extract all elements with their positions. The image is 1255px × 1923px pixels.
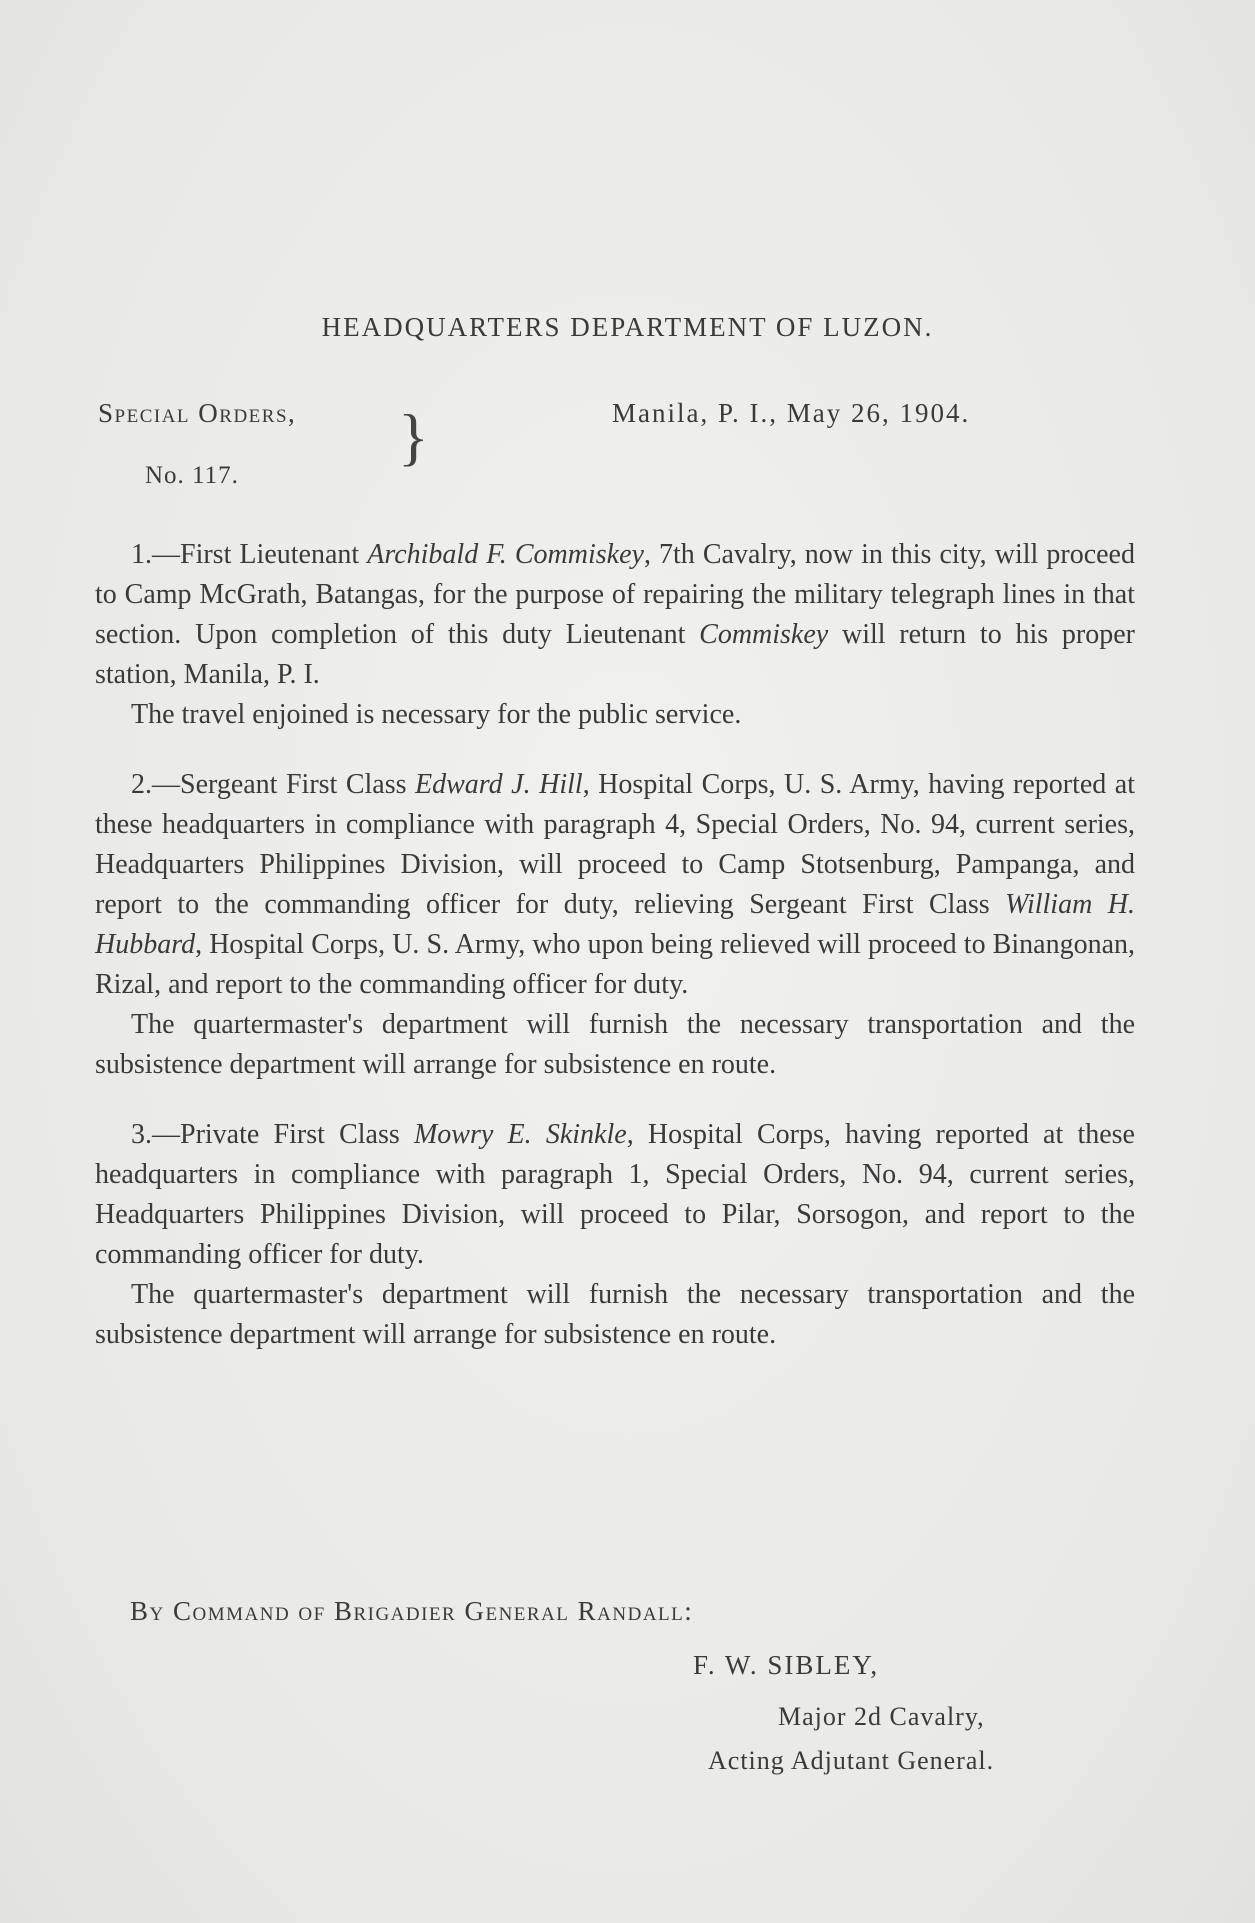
signer-name: F. W. SIBLEY, (693, 1650, 880, 1680)
signer-title: Acting Adjutant General. (708, 1746, 995, 1775)
signer-rank: Major 2d Cavalry, (778, 1702, 985, 1731)
document-heading: HEADQUARTERS DEPARTMENT OF LUZON. (321, 312, 934, 342)
paragraph-1: 1.—First Lieutenant Archibald F. Commiskey, 7th Cavalry, now in this city, will proceed to Camp McGrath, Batangas, for the purpose of repairing the military telegraph lines in that section. Upon completion of this duty Lieutenant Commiskey will return to his proper station, Manila, P. I. (95, 539, 1135, 690)
person-name: Commiskey (699, 619, 829, 650)
person-name: William H. Hubbard (95, 889, 1136, 960)
paragraph-3-note: The quartermaster's department will furnish the necessary transportation and the subsistence department will arrange for subsistence en route. (95, 1279, 1135, 1350)
paragraph-2: 2.—Sergeant First Class Edward J. Hill, Hospital Corps, U. S. Army, having reported at these headquarters in compliance with paragraph 4, Special Orders, No. 94, current series, Headquarters Philippines Division, will proceed to Camp Stotsenburg, Pampanga, and report to the commanding officer for duty, relieving Sergeant First Class William H. Hubbard, Hospital Corps, U. S. Army, who upon being relieved will proceed to Binangonan, Rizal, and report to the commanding officer for duty. (95, 769, 1136, 1000)
paragraph-2-note: The quartermaster's department will furnish the necessary transportation and the subsistence department will arrange for subsistence en route. (95, 1009, 1135, 1080)
special-orders-label: Special Orders, (98, 398, 297, 428)
person-name: Mowry E. Skinkle (413, 1119, 627, 1150)
paragraph-1-note: The travel enjoined is necessary for the public service. (131, 699, 742, 730)
orders-body (95, 535, 1135, 1385)
paragraph-3: 3.—Private First Class Mowry E. Skinkle, Hospital Corps, having reported at these headquarters in compliance with paragraph 1, Special Orders, No. 94, current series, Headquarters Philippines Division, will proceed to Pilar, Sorsogon, and report to the commanding officer for duty. (95, 1119, 1135, 1270)
place-date: Manila, P. I., May 26, 1904. (612, 398, 971, 428)
person-name: Archibald F. Commiskey (367, 539, 644, 570)
orders-number: No. 117. (145, 462, 239, 489)
command-line: By Command of Brigadier General Randall: (130, 1596, 694, 1626)
person-name: Edward J. Hill (415, 769, 583, 800)
brace-mark: } (398, 401, 429, 472)
